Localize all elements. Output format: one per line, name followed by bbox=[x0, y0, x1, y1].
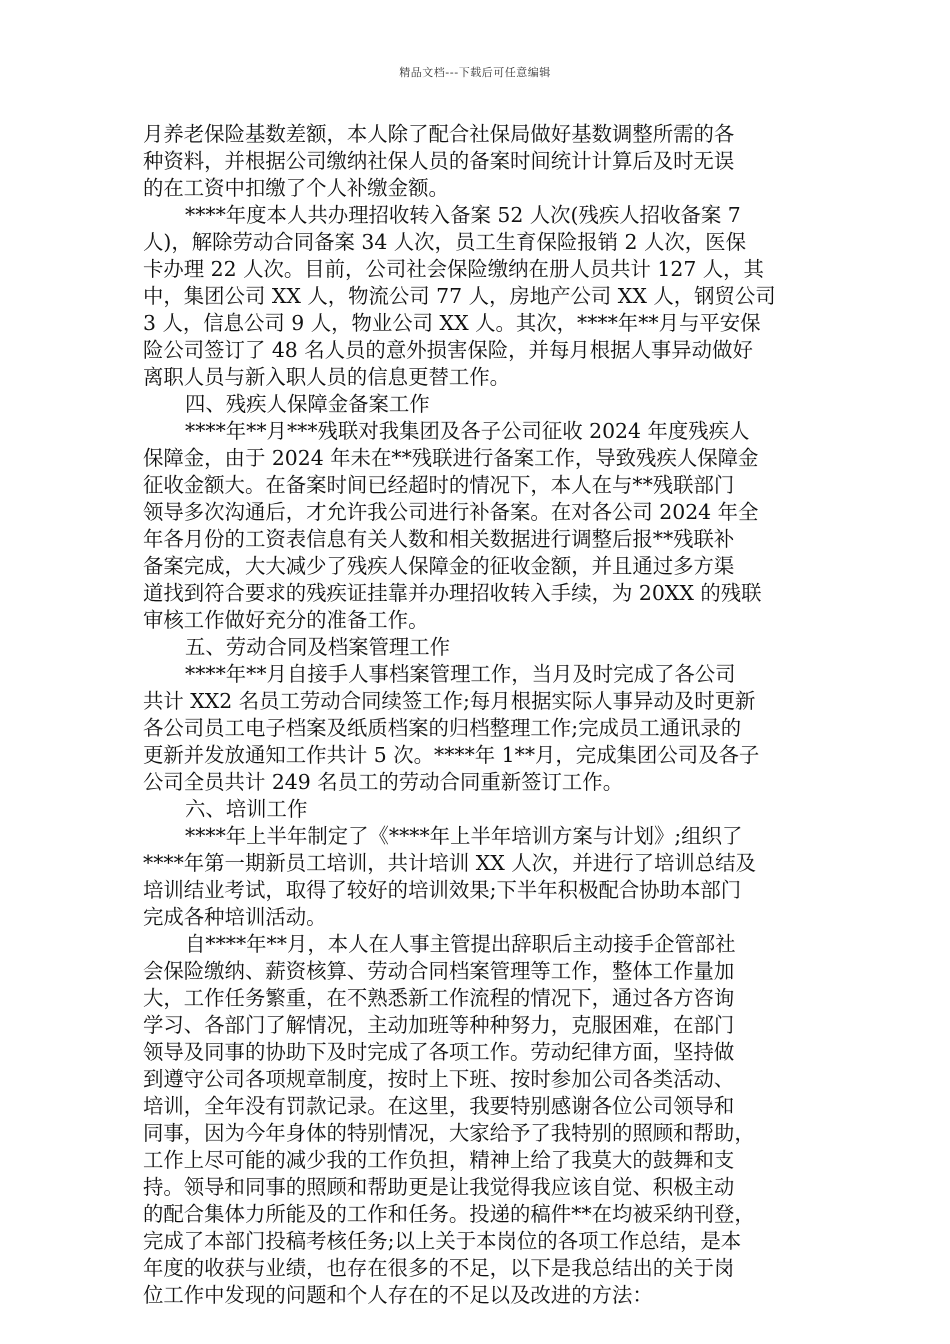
text-line: 审核工作做好充分的准备工作。 bbox=[143, 608, 429, 632]
text-line: 位工作中发现的问题和个人存在的不足以及改进的方法： bbox=[143, 1283, 653, 1307]
text-line: 大，工作任务繁重，在不熟悉新工作流程的情况下，通过各方咨询 bbox=[143, 986, 735, 1010]
text-line: 更新并发放通知工作共计 5 次。****年 1**月，完成集团公司及各子 bbox=[143, 743, 760, 767]
text-line: 自****年**月，本人在人事主管提出辞职后主动接手企管部社 bbox=[185, 932, 736, 956]
text-line: 人)，解除劳动合同备案 34 人次，员工生育保险报销 2 人次，医保 bbox=[143, 230, 746, 254]
paragraph bbox=[143, 823, 813, 931]
text-line: 征收金额大。在备案时间已经超时的情况下，本人在与**残联部门 bbox=[143, 473, 735, 497]
paragraph bbox=[143, 661, 813, 796]
text-line: 到遵守公司各项规章制度，按时上下班、按时参加公司各类活动、 bbox=[143, 1067, 735, 1091]
text-line: ****年上半年制定了《****年上半年培训方案与计划》;组织了 bbox=[185, 824, 743, 848]
text-line: 六、培训工作 bbox=[185, 797, 308, 821]
text-line: 培训结业考试，取得了较好的培训效果;下半年积极配合协助本部门 bbox=[143, 878, 742, 902]
text-line: ****年度本人共办理招收转入备案 52 人次(残疾人招收备案 7 bbox=[185, 203, 741, 227]
text-line: 完成了本部门投稿考核任务;以上关于本岗位的各项工作总结，是本 bbox=[143, 1229, 742, 1253]
text-line: 同事，因为今年身体的特别情况，大家给予了我特别的照顾和帮助， bbox=[143, 1121, 755, 1145]
paragraph bbox=[143, 202, 813, 391]
text-line: ****年第一期新员工培训，共计培训 XX 人次，并进行了培训总结及 bbox=[143, 851, 756, 875]
text-line: 学习、各部门了解情况，主动加班等种种努力，克服困难，在部门 bbox=[143, 1013, 735, 1037]
section-heading bbox=[143, 391, 813, 418]
text-line: 道找到符合要求的残疾证挂靠并办理招收转入手续，为 20XX 的残联 bbox=[143, 581, 762, 605]
text-line: 工作上尽可能的减少我的工作负担，精神上给了我莫大的鼓舞和支 bbox=[143, 1148, 735, 1172]
text-line: 3 人，信息公司 9 人，物业公司 XX 人。其次，****年**月与平安保 bbox=[143, 311, 761, 335]
text-line: 月养老保险基数差额，本人除了配合社保局做好基数调整所需的各 bbox=[143, 122, 735, 146]
text-line: 中，集团公司 XX 人，物流公司 77 人，房地产公司 XX 人，钢贸公司 bbox=[143, 284, 776, 308]
text-line: 各公司员工电子档案及纸质档案的归档整理工作;完成员工通讯录的 bbox=[143, 716, 742, 740]
text-line: 保障金，由于 2024 年未在**残联进行备案工作，导致残疾人保障金 bbox=[143, 446, 759, 470]
text-line: 公司全员共计 249 名员工的劳动合同重新签订工作。 bbox=[143, 770, 624, 794]
text-line: 会保险缴纳、薪资核算、劳动合同档案管理等工作，整体工作量加 bbox=[143, 959, 735, 983]
text-line: 离职人员与新入职人员的信息更替工作。 bbox=[143, 365, 511, 389]
text-line: ****年**月自接手人事档案管理工作，当月及时完成了各公司 bbox=[185, 662, 736, 686]
paragraph bbox=[143, 418, 813, 634]
text-line: 培训，全年没有罚款记录。在这里，我要特别感谢各位公司领导和 bbox=[143, 1094, 735, 1118]
text-line: 年各月份的工资表信息有关人数和相关数据进行调整后报**残联补 bbox=[143, 527, 735, 551]
section-heading bbox=[143, 634, 813, 661]
document-body bbox=[143, 121, 813, 1309]
section-heading bbox=[143, 796, 813, 823]
text-line: 共计 XX2 名员工劳动合同续签工作;每月根据实际人事异动及时更新 bbox=[143, 689, 756, 713]
text-line: 卡办理 22 人次。目前，公司社会保险缴纳在册人员共计 127 人，其 bbox=[143, 257, 764, 281]
page-header: 精品文档---下载后可任意编辑 bbox=[399, 66, 551, 79]
text-line: 的在工资中扣缴了个人补缴金额。 bbox=[143, 176, 449, 200]
text-line: 年度的收获与业绩，也存在很多的不足，以下是我总结出的关于岗 bbox=[143, 1256, 735, 1280]
paragraph bbox=[143, 121, 813, 202]
text-line: 的配合集体力所能及的工作和任务。投递的稿件**在均被采纳刊登， bbox=[143, 1202, 755, 1226]
text-line: 险公司签订了 48 名人员的意外损害保险，并每月根据人事异动做好 bbox=[143, 338, 753, 362]
text-line: 完成各种培训活动。 bbox=[143, 905, 327, 929]
text-line: 五、劳动合同及档案管理工作 bbox=[185, 635, 451, 659]
text-line: 备案完成，大大减少了残疾人保障金的征收金额，并且通过多方渠 bbox=[143, 554, 735, 578]
text-line: 持。领导和同事的照顾和帮助更是让我觉得我应该自觉、积极主动 bbox=[143, 1175, 735, 1199]
text-line: ****年**月***残联对我集团及各子公司征收 2024 年度残疾人 bbox=[185, 419, 750, 443]
text-line: 种资料，并根据公司缴纳社保人员的备案时间统计计算后及时无误 bbox=[143, 149, 735, 173]
text-line: 领导及同事的协助下及时完成了各项工作。劳动纪律方面，坚持做 bbox=[143, 1040, 735, 1064]
text-line: 领导多次沟通后，才允许我公司进行补备案。在对各公司 2024 年全 bbox=[143, 500, 759, 524]
paragraph bbox=[143, 931, 813, 1309]
text-line: 四、残疾人保障金备案工作 bbox=[185, 392, 430, 416]
